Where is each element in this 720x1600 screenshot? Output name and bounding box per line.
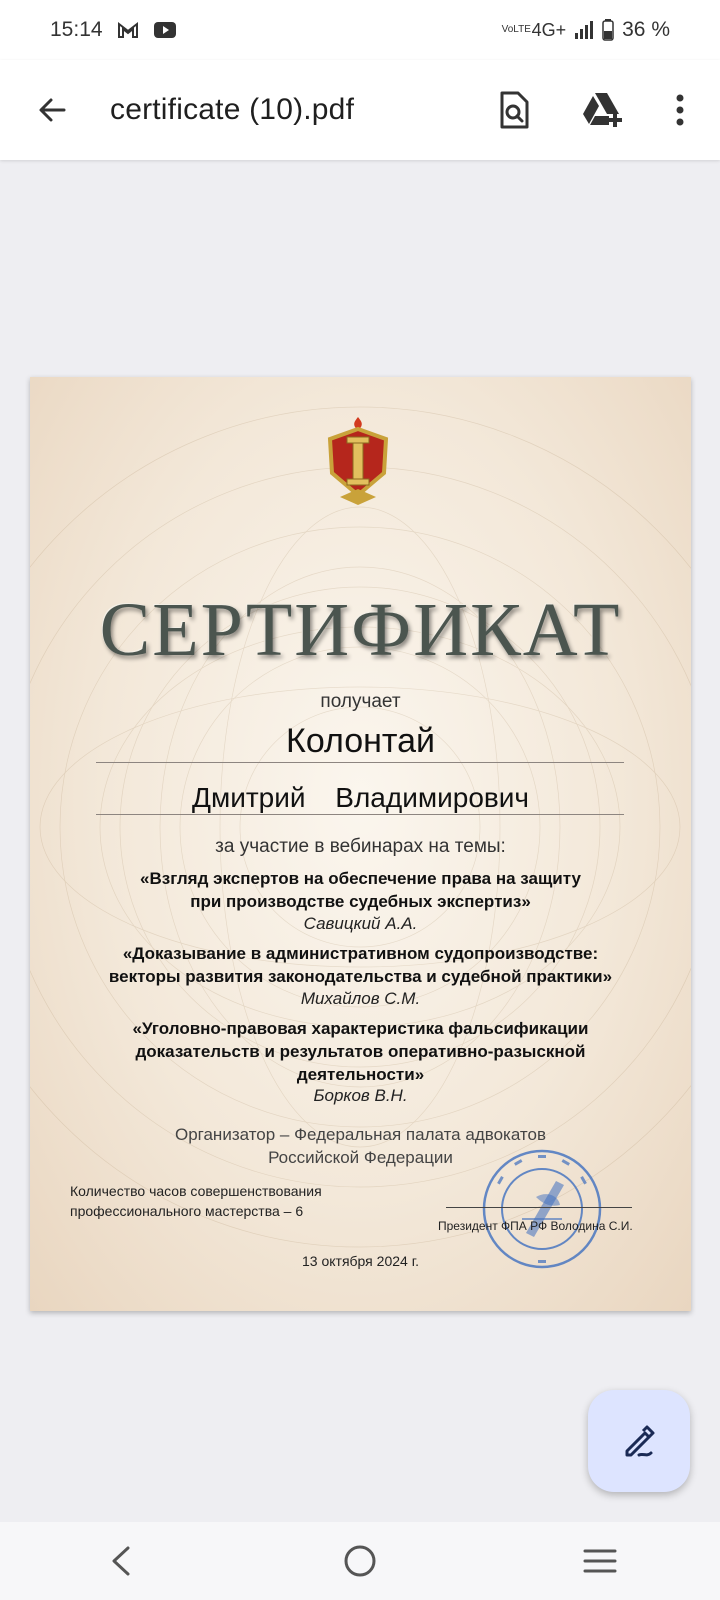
- pdf-page[interactable]: [30, 377, 691, 1311]
- app-bar: [0, 60, 720, 160]
- back-button[interactable]: [22, 80, 82, 140]
- nav-recents-button[interactable]: [565, 1531, 635, 1591]
- webinar-3-speaker: Борков В.Н.: [313, 1086, 408, 1105]
- organizer-text: Организатор – Федеральная палата адвокатов Российской Федерации: [174, 1125, 547, 1167]
- battery-level: 36 %: [622, 18, 670, 41]
- recipient-surname: Колонтай: [286, 722, 435, 760]
- surname-underline: [96, 762, 624, 763]
- bar-association-emblem: [320, 415, 396, 507]
- back-arrow-icon: [36, 94, 68, 126]
- webinar-1-title: «Взгляд экспертов на обеспечение права на защиту при производстве судебных экспертиз»: [140, 869, 581, 911]
- signature-line: [446, 1207, 632, 1208]
- add-to-drive-button[interactable]: [574, 82, 630, 138]
- network-label: 4G+: [531, 19, 567, 40]
- nav-back-button[interactable]: [85, 1531, 155, 1591]
- nav-home-button[interactable]: [325, 1531, 395, 1591]
- youtube-icon: [153, 21, 177, 39]
- edit-pen-icon: [619, 1421, 659, 1461]
- president-signature-caption: Президент ФПА РФ Володина С.И.: [438, 1219, 633, 1233]
- webinar-3-title: «Уголовно-правовая характеристика фальсификации доказательств и результатов оперативно-разыскной деятельности»: [132, 1019, 589, 1084]
- search-document-icon: [497, 91, 531, 129]
- more-vert-icon: [674, 93, 686, 127]
- battery-icon: [602, 19, 614, 41]
- gmail-icon: [117, 21, 139, 39]
- document-title: certificate (10).pdf: [110, 93, 355, 126]
- volte-icon: VoLTE: [501, 24, 531, 35]
- nav-home-icon: [342, 1543, 378, 1579]
- webinar-2-speaker: Михайлов С.М.: [300, 989, 421, 1008]
- status-bar: [0, 0, 720, 60]
- signal-icon: [574, 20, 594, 40]
- status-time: 15:14: [50, 18, 103, 41]
- search-in-document-button[interactable]: [486, 82, 542, 138]
- system-navigation-bar: [0, 1522, 720, 1600]
- webinars-intro: за участие в вебинарах на темы:: [215, 836, 506, 857]
- given-names-underline: [96, 814, 624, 815]
- webinar-1-speaker: Савицкий А.А.: [303, 914, 418, 933]
- training-hours: Количество часов совершенствования профессионального мастерства – 6: [70, 1183, 322, 1219]
- webinar-2-title: «Доказывание в административном судопроизводстве: векторы развития законодательства и судебной практики»: [108, 944, 613, 986]
- certificate-date: 13 октября 2024 г.: [302, 1253, 419, 1269]
- receives-label: получает: [320, 691, 401, 712]
- recipient-given-names: Дмитрий Владимирович: [191, 782, 529, 813]
- more-options-button[interactable]: [652, 82, 708, 138]
- nav-back-icon: [108, 1545, 132, 1577]
- drive-add-icon: [581, 91, 623, 129]
- annotate-fab-button[interactable]: [588, 1390, 690, 1492]
- certificate-heading: СЕРТИФИКАТ: [99, 588, 622, 672]
- nav-recents-icon: [582, 1547, 618, 1575]
